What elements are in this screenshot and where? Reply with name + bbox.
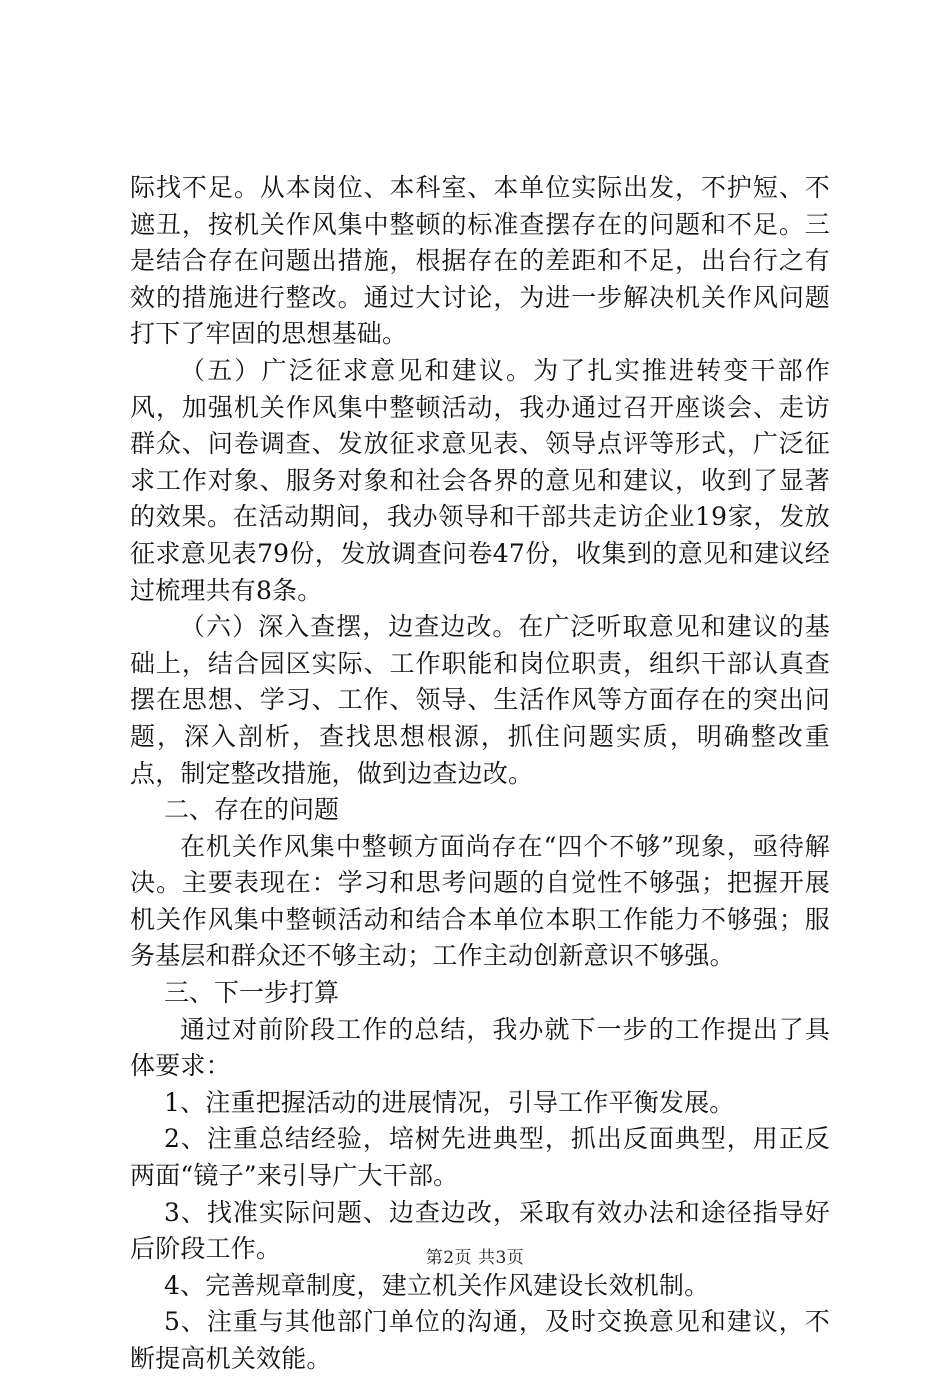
plan-item: 1、注重把握活动的进展情况，引导工作平衡发展。 xyxy=(164,1087,735,1117)
paragraph-section-six: （六）深入查摆，边查边改。在广泛听取意见和建议的基础上，结合园区实际、工作职能和岗位职责，组织干部认真查摆在思想、学习、工作、领导、生活作风等方面存在的突出问题，深入剖析，查找思想根源，抓住问题实质，明确整改重点，制定整改措施，做到边查边改。 xyxy=(130,612,830,788)
paragraph-problems: 在机关作风集中整顿方面尚存在“四个不够”现象，亟待解决。主要表现在：学习和思考问题的自觉性不够强；把握开展机关作风集中整顿活动和结合本单位本职工作能力不够强；服务基层和群众还不够主动；工作主动创新意识不够强。 xyxy=(130,831,830,971)
plan-item: 2、注重总结经验，培树先进典型，抓出反面典型，用正反两面“镜子”来引导广大干部。 xyxy=(130,1124,830,1191)
paragraph-plan-intro: 通过对前阶段工作的总结，我办就下一步的工作提出了具体要求： xyxy=(130,1014,830,1081)
plan-item: 4、完善规章制度，建立机关作风建设长效机制。 xyxy=(164,1270,710,1300)
plan-item: 3、找准实际问题、边查边改，采取有效办法和途径指导好后阶段工作。 xyxy=(130,1197,830,1264)
document-body xyxy=(130,170,830,1378)
section-heading-problems: 二、存在的问题 xyxy=(164,795,340,825)
paragraph-section-five: （五）广泛征求意见和建议。为了扎实推进转变干部作风，加强机关作风集中整顿活动，我办通过召开座谈会、走访群众、问卷调查、发放征求意见表、领导点评等形式，广泛征求工作对象、服务对象和社会各界的意见和建议，收到了显著的效果。在活动期间，我办领导和干部共走访企业19家，发放征求意见表79份，发放调查问卷47份，收集到的意见和建议经过梳理共有8条。 xyxy=(130,355,830,605)
paragraph-continuation: 际找不足。从本岗位、本科室、本单位实际出发，不护短、不遮丑，按机关作风集中整顿的标准查摆存在的问题和不足。三是结合存在问题出措施，根据存在的差距和不足，出台行之有效的措施进行整改。通过大讨论，为进一步解决机关作风问题打下了牢固的思想基础。 xyxy=(130,173,830,349)
page-number-footer: 第2页 共3页 xyxy=(425,1248,525,1268)
section-heading-next-steps: 三、下一步打算 xyxy=(164,978,340,1008)
plan-item: 5、注重与其他部门单位的沟通，及时交换意见和建议，不断提高机关效能。 xyxy=(130,1307,830,1373)
